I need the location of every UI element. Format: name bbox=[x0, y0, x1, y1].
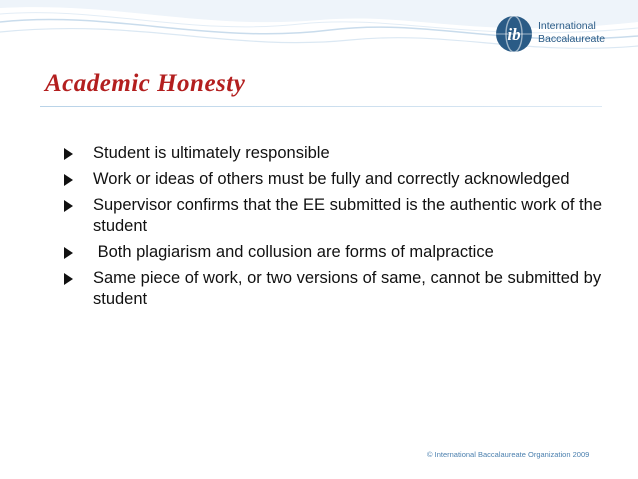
bullet-text: Both plagiarism and collusion are forms of malpractice bbox=[93, 243, 494, 261]
ib-logo bbox=[494, 14, 614, 56]
bullet-text: Supervisor confirms that the EE submitted is the authentic work of the student bbox=[93, 196, 602, 235]
bullet-text: Student is ultimately responsible bbox=[93, 144, 330, 162]
bullet-item bbox=[64, 195, 609, 237]
svg-text:ib: ib bbox=[507, 25, 521, 44]
bullet-triangle-icon bbox=[64, 200, 73, 212]
bullet-triangle-icon bbox=[64, 174, 73, 186]
bullet-text: Work or ideas of others must be fully and correctly acknowledged bbox=[93, 170, 570, 188]
title-divider bbox=[40, 106, 602, 107]
bullet-triangle-icon bbox=[64, 247, 73, 259]
ib-globe-logo-icon bbox=[494, 14, 534, 54]
bullet-item bbox=[64, 143, 609, 164]
logo-line-2: Baccalaureate bbox=[538, 33, 606, 45]
logo-line-1: International bbox=[538, 20, 596, 32]
bullet-item bbox=[64, 169, 609, 190]
logo-wordmark bbox=[538, 20, 618, 46]
bullet-item bbox=[64, 242, 609, 263]
bullet-triangle-icon bbox=[64, 148, 73, 160]
copyright-footer: © International Baccalaureate Organization 2009 bbox=[427, 450, 590, 459]
bullet-text: Same piece of work, or two versions of same, cannot be submitted by student bbox=[93, 269, 602, 308]
bullet-item bbox=[64, 268, 609, 310]
bullet-triangle-icon bbox=[64, 273, 73, 285]
slide-title: Academic Honesty bbox=[45, 70, 246, 97]
bullet-list bbox=[64, 143, 609, 315]
